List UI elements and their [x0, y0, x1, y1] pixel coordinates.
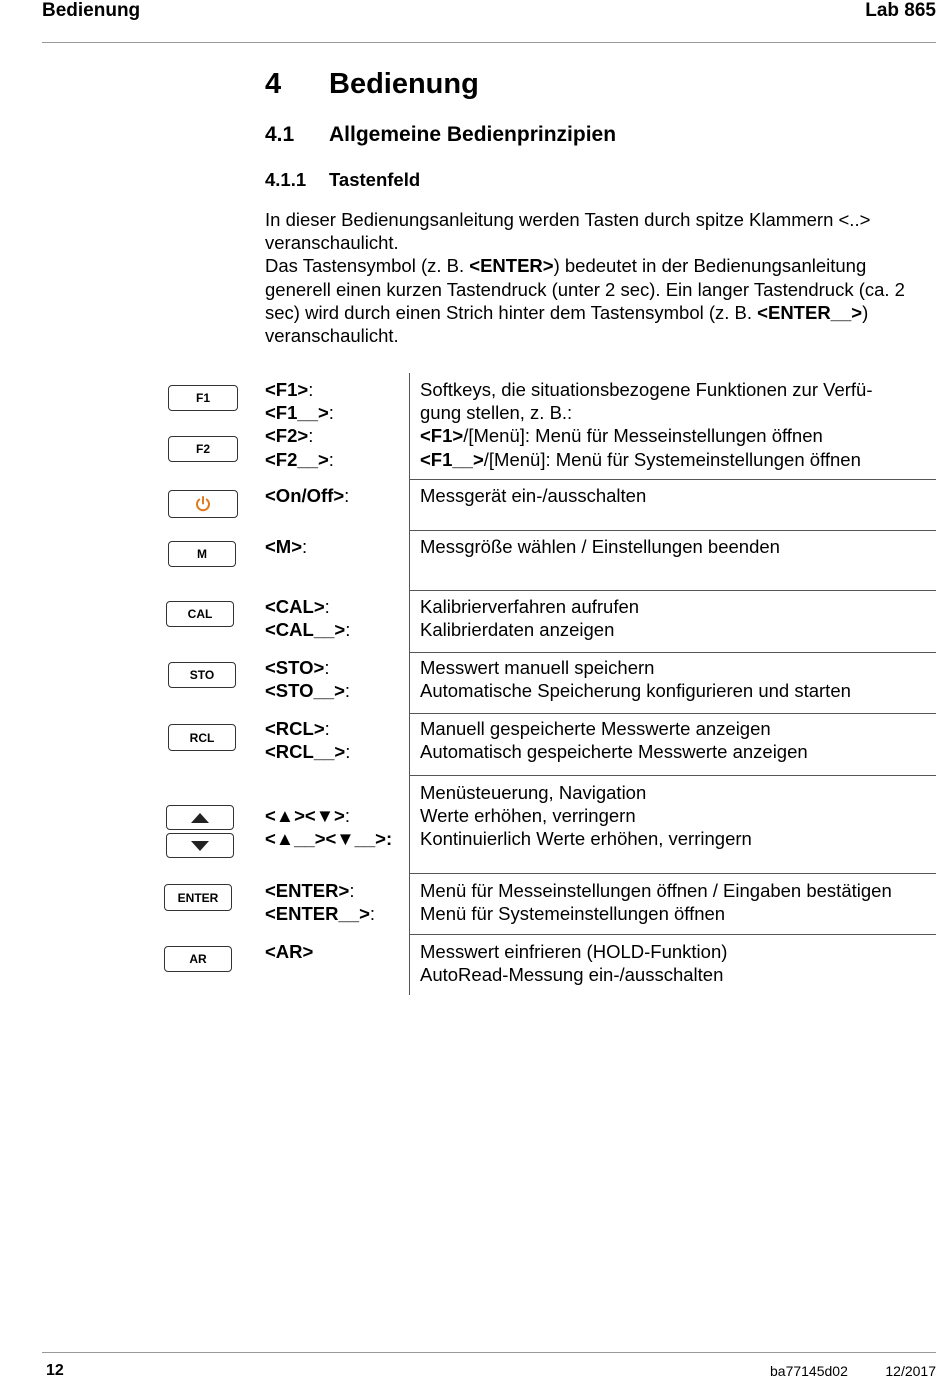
description-key: <F1__>: [420, 448, 484, 470]
key-description: [420, 484, 935, 507]
key-label: <AR>: [265, 941, 314, 962]
key-label-suffix: :: [344, 805, 350, 826]
key-label-suffix: :: [369, 903, 376, 925]
document-date: 12/2017: [885, 1363, 936, 1379]
key-description: [420, 940, 935, 986]
key-label-suffix: :: [345, 741, 351, 763]
key-label: <CAL__>: [265, 619, 346, 641]
key-label-suffix: :: [344, 485, 350, 506]
key-description: [420, 879, 935, 925]
subsection-title: Tastenfeld: [329, 169, 421, 190]
key-label-suffix: :: [328, 448, 334, 470]
row-divider: [410, 934, 936, 935]
description-line: Messwert manuell speichern: [420, 657, 655, 678]
key-labels: [265, 535, 307, 558]
header-divider: [42, 42, 936, 43]
section-heading: [265, 123, 616, 147]
subsection-number: 4.1.1: [265, 169, 307, 190]
description-line: Werte erhöhen, verringern: [420, 805, 636, 827]
key-label-suffix: :: [324, 596, 330, 617]
intro-key-enter: <ENTER>: [469, 255, 554, 277]
intro-text: [265, 208, 935, 347]
description-key: <F1>: [420, 425, 464, 447]
document-id: ba77145d02: [770, 1363, 848, 1379]
description-line: gung stellen, z. B.:: [420, 402, 573, 424]
row-divider: [410, 530, 936, 531]
key-labels: [265, 378, 334, 471]
chapter-title: Bedienung: [329, 68, 479, 100]
key-description: [420, 595, 935, 641]
enter-key-icon: ENTER: [164, 884, 232, 911]
arrow-down-key-icon: [166, 833, 234, 858]
key-labels: [265, 656, 350, 702]
key-labels: [265, 595, 350, 641]
description-line: Messgerät ein-/ausschalten: [420, 485, 647, 506]
key-label: <ENTER__>: [265, 903, 370, 925]
description-line: Kalibrierdaten anzeigen: [420, 619, 615, 641]
intro-text-fragment: ) bedeutet in der Bedienungsanleitung generell einen kurzen Tastendruck (unter 2 sec). Ein langer Tastendruck (ca. 2 sec) wird durch einen Strich hinter dem Tastensymbol (z. B.: [265, 255, 905, 323]
intro-text-fragment: ) veranschaulicht.: [265, 301, 869, 347]
key-label: <F2__>: [265, 448, 329, 470]
row-divider: [410, 873, 936, 874]
description-line: Automatisch gespeicherte Messwerte anzeigen: [420, 741, 808, 763]
key-label: <ENTER>: [265, 880, 350, 901]
power-key-icon: [168, 490, 238, 518]
key-label: <F1__>: [265, 402, 329, 424]
description-line: Menü für Systemeinstellungen öffnen: [420, 903, 726, 925]
key-label: <On/Off>: [265, 485, 345, 506]
key-label: <▲><▼>: [265, 805, 345, 826]
key-description: [420, 656, 935, 702]
running-header-right: Lab 865: [865, 0, 936, 21]
row-divider: [410, 775, 936, 776]
cal-key-icon: CAL: [166, 601, 234, 627]
intro-paragraph-2: [265, 254, 935, 347]
description-line: Softkeys, die situationsbezogene Funktionen zur Verfü-: [420, 379, 873, 400]
row-divider: [410, 652, 936, 653]
intro-paragraph-1: In dieser Bedienungsanleitung werden Tasten durch spitze Klammern <..> veranschaulicht.: [265, 209, 871, 254]
power-icon: [194, 495, 212, 513]
key-label: <F2>: [265, 425, 309, 447]
page-number: 12: [46, 1362, 64, 1379]
description-line: Kontinuierlich Werte erhöhen, verringern: [420, 828, 752, 850]
description-line: Menüsteuerung, Navigation: [420, 782, 647, 803]
key-label: <F1>: [265, 379, 309, 400]
rcl-key-icon: RCL: [168, 724, 236, 751]
key-description: [420, 717, 935, 763]
f1-key-icon: F1: [168, 385, 238, 411]
intro-text-fragment: Das Tastensymbol (z. B.: [265, 255, 470, 277]
key-label: <STO>: [265, 657, 325, 678]
key-labels: [265, 484, 349, 507]
key-label: <M>: [265, 536, 303, 557]
table-column-divider: [409, 373, 410, 995]
description-line: Messgröße wählen / Einstellungen beenden: [420, 536, 780, 557]
key-label-suffix: :: [349, 880, 355, 901]
chapter-number: 4: [265, 68, 282, 100]
key-description: [420, 378, 935, 471]
key-label: <▲__><▼__>:: [265, 828, 393, 850]
description-line: Menü für Messeinstellungen öffnen / Eingaben bestätigen: [420, 880, 892, 901]
key-label: <RCL>: [265, 718, 325, 739]
key-label-suffix: :: [324, 657, 330, 678]
key-label: <RCL__>: [265, 741, 346, 763]
row-divider: [410, 590, 936, 591]
f2-key-icon: F2: [168, 436, 238, 462]
section-title: Allgemeine Bedienprinzipien: [329, 123, 617, 146]
key-label-suffix: :: [308, 425, 314, 447]
description-line: Manuell gespeicherte Messwerte anzeigen: [420, 718, 771, 739]
key-description: [420, 535, 935, 558]
key-labels: [265, 940, 313, 963]
section-number: 4.1: [265, 123, 295, 146]
sto-key-icon: STO: [168, 662, 236, 688]
chapter-heading: [265, 68, 479, 101]
description-line: AutoRead-Messung ein-/ausschalten: [420, 964, 724, 986]
description-line: Messwert einfrieren (HOLD-Funktion): [420, 941, 728, 962]
key-label-suffix: :: [302, 536, 308, 557]
key-label-suffix: :: [344, 680, 351, 702]
ar-key-icon: AR: [164, 946, 232, 972]
row-divider: [410, 479, 936, 480]
arrow-down-icon: [190, 840, 210, 852]
m-key-icon: M: [168, 541, 236, 567]
arrow-up-icon: [190, 812, 210, 824]
key-label-suffix: :: [324, 718, 330, 739]
description-line: /[Menü]: Menü für Systemeinstellungen öffnen: [483, 448, 861, 470]
key-label: <STO__>: [265, 680, 345, 702]
key-description: [420, 781, 935, 851]
subsection-heading: [265, 169, 420, 191]
key-label-suffix: :: [328, 402, 334, 424]
running-header-left: Bedienung: [42, 0, 141, 21]
row-divider: [410, 713, 936, 714]
intro-key-enter-long: <ENTER__>: [757, 301, 863, 323]
key-label-suffix: :: [308, 379, 314, 400]
key-labels: [265, 717, 350, 763]
description-line: /[Menü]: Menü für Messeinstellungen öffnen: [463, 425, 823, 447]
key-label: <CAL>: [265, 596, 325, 617]
key-labels: [265, 879, 375, 925]
footer-divider: [42, 1352, 936, 1353]
key-label-suffix: :: [345, 619, 351, 641]
description-line: Kalibrierverfahren aufrufen: [420, 596, 640, 617]
key-labels: [265, 804, 392, 850]
description-line: Automatische Speicherung konfigurieren und starten: [420, 680, 851, 702]
arrow-up-key-icon: [166, 805, 234, 830]
